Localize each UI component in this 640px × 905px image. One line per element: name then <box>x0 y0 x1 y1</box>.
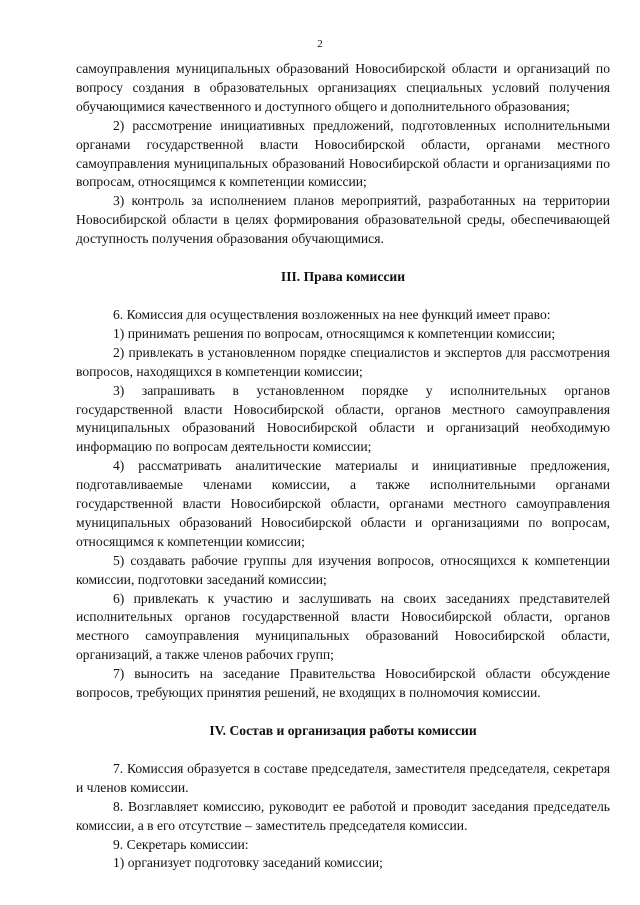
section-4-paragraph: 9. Секретарь комиссии: <box>113 836 249 852</box>
spacer <box>76 741 610 760</box>
section-4-paragraph: 7. Комиссия образуется в составе председателя, заместителя председателя, секретаря и членов комиссии. <box>76 760 610 795</box>
intro-continuation-paragraph: самоуправления муниципальных образований Новосибирской области и организаций по вопросу создания в образовательных организациях специальных условий получения обучающимися качественного и доступного общего и дополнительного образования; <box>76 61 610 114</box>
section-3-heading: III. Права комиссии <box>280 269 406 285</box>
section-3-paragraph: 7) выносить на заседание Правительства Новосибирской области обсуждение вопросов, требующих принятия решений, не входящих в полномочия комиссии. <box>76 666 610 701</box>
section-4-paragraph: 1) организует подготовку заседаний комиссии; <box>113 855 383 871</box>
section-3-paragraph: 6. Комиссия для осуществления возложенных на нее функций имеет право: <box>113 306 551 322</box>
section-3-paragraph: 3) запрашивать в установленном порядке у исполнительных органов государственной власти Новосибирской области, органов местного самоуправления муниципальных образований Новосибирской области и организаций необходимую информацию по вопросам деятельности комиссии; <box>76 382 610 455</box>
function-item-2: 2) рассмотрение инициативных предложений, подготовленных исполнительными органами государственной власти Новосибирской области, органами местного самоуправления муниципальных образований Новосибирской области и организациями по вопросам, относящимся к компетенции комиссии; <box>76 117 610 190</box>
section-3-paragraph: 1) принимать решения по вопросам, относящимся к компетенции комиссии; <box>113 325 556 341</box>
spacer <box>76 287 610 306</box>
document-body <box>76 60 610 873</box>
function-item-3: 3) контроль за исполнением планов мероприятий, разработанных на территории Новосибирской области в целях формирования образовательной среды, обеспечивающей доступность получения образования обучающимися. <box>76 193 610 247</box>
section-3-paragraph: 5) создавать рабочие группы для изучения вопросов, относящихся к компетенции комиссии, подготовки заседаний комиссии; <box>76 552 610 587</box>
spacer <box>76 249 610 268</box>
section-4-paragraph: 8. Возглавляет комиссию, руководит ее работой и проводит заседания председатель комиссии, а в его отсутствие – заместитель председателя комиссии. <box>76 798 610 833</box>
section-3-paragraph: 2) привлекать в установленном порядке специалистов и экспертов для рассмотрения вопросов, находящихся в компетенции комиссии; <box>76 344 610 379</box>
page-number: 2 <box>317 38 323 50</box>
section-4-heading: IV. Состав и организация работы комиссии <box>209 723 477 738</box>
section-3-paragraph: 4) рассматривать аналитические материалы и инициативные предложения, подготавливаемые членами комиссии, а также исполнительными органами государственной власти Новосибирской области, органами местного самоуправления муниципальных образований Новосибирской области и организациями по вопросам, относящимся к компетенции комиссии; <box>76 458 610 549</box>
section-3-paragraph: 6) привлекать к участию и заслушивать на своих заседаниях представителей исполнительных органов государственной власти Новосибирской области, органов местного самоуправления муниципальных образований Новосибирской области, организаций, а также членов рабочих групп; <box>76 590 610 663</box>
spacer <box>76 703 610 722</box>
